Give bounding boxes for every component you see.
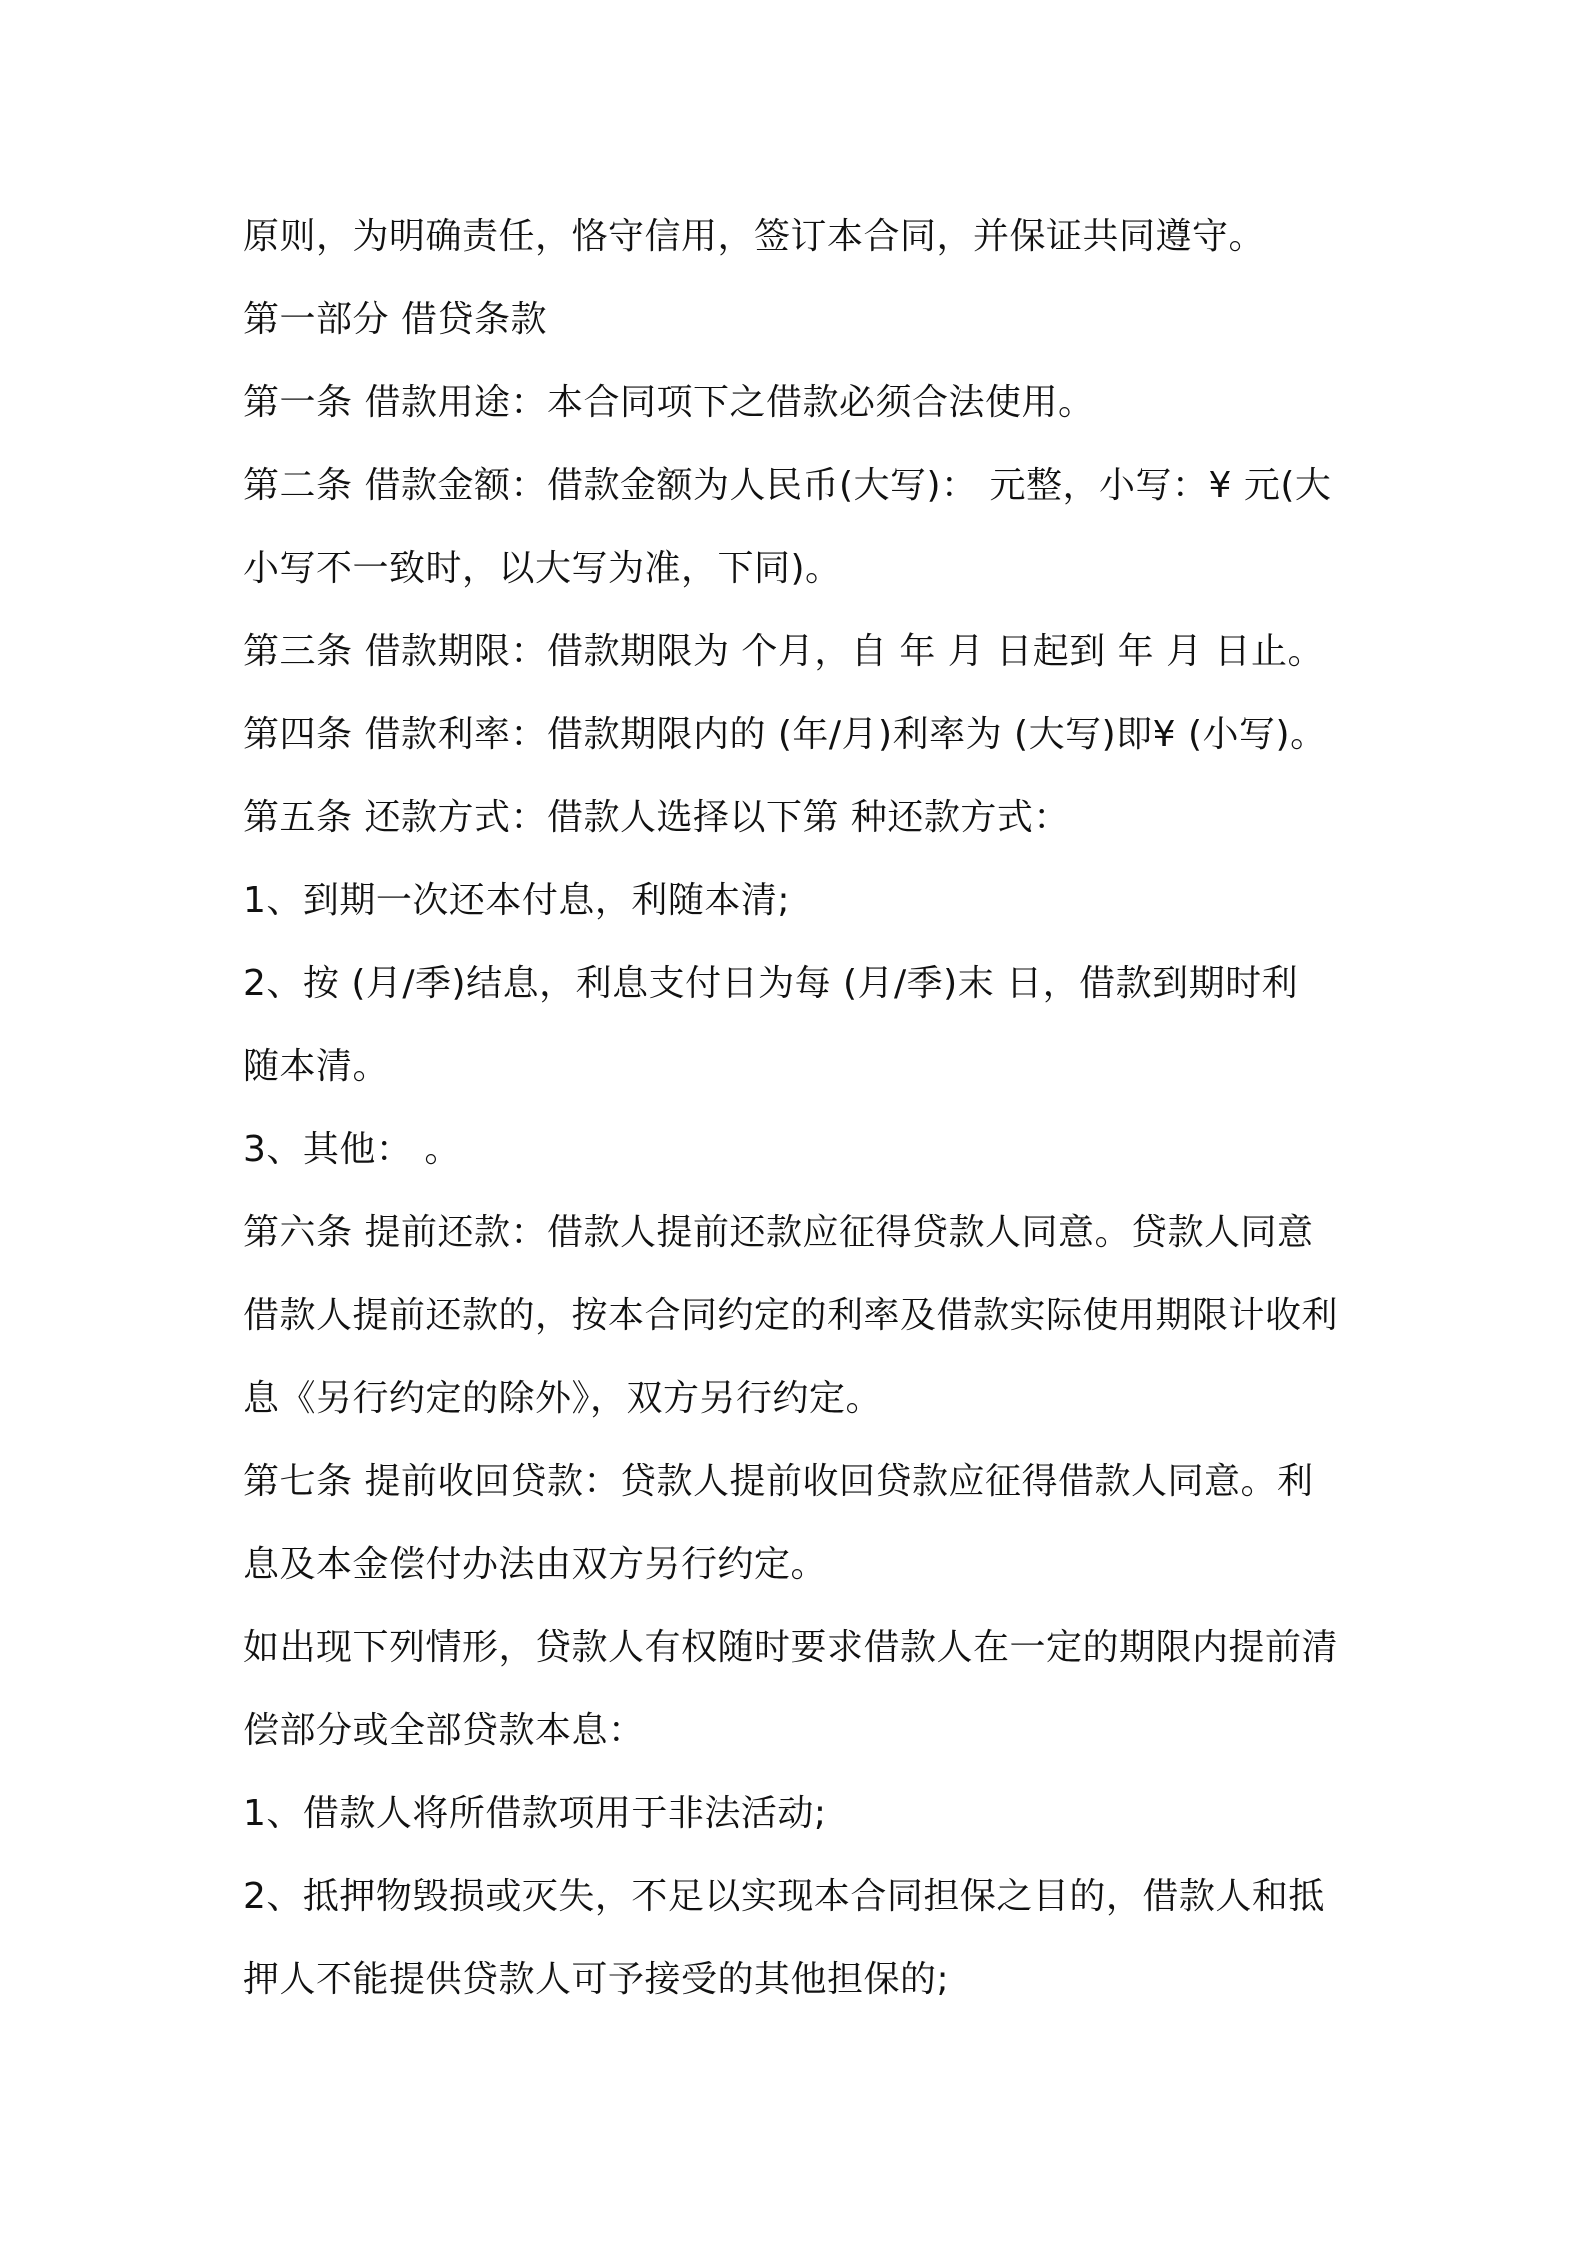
clause-line: 第二条 借款金额：借款金额为人民币(大写)： 元整，小写：¥ 元(大 [243,465,1332,506]
clause-line: 第七条 提前收回贷款：贷款人提前收回贷款应征得借款人同意。利 [243,1461,1314,1502]
text-line: 押人不能提供贷款人可予接受的其他担保的; [243,1959,950,2000]
clause-line: 第五条 还款方式：借款人选择以下第 种还款方式： [243,797,1070,838]
clause-line: 第一条 借款用途：本合同项下之借款必须合法使用。 [243,382,1095,423]
list-item: 1、到期一次还本付息，利随本清; [243,880,791,921]
list-item: 2、抵押物毁损或灭失，不足以实现本合同担保之目的，借款人和抵 [243,1876,1325,1917]
text-line: 小写不一致时，以大写为准，下同)。 [243,548,842,589]
clause-line: 第六条 提前还款：借款人提前还款应征得贷款人同意。贷款人同意 [243,1212,1314,1253]
text-line: 原则，为明确责任，恪守信用，签订本合同，并保证共同遵守。 [243,216,1266,257]
text-line: 随本清。 [243,1046,390,1087]
clause-line: 第三条 借款期限：借款期限为 个月，自 年 月 日起到 年 月 日止。 [243,631,1325,672]
section-heading: 第一部分 借贷条款 [243,299,547,340]
clause-line: 第四条 借款利率：借款期限内的 (年/月)利率为 (大写)即¥ (小写)。 [243,714,1327,755]
text-line: 偿部分或全部贷款本息： [243,1710,645,1751]
document-body [243,195,1363,2021]
text-line: 息及本金偿付办法由双方另行约定。 [243,1544,828,1585]
text-line: 息《另行约定的除外》，双方另行约定。 [243,1378,883,1419]
text-line: 如出现下列情形，贷款人有权随时要求借款人在一定的期限内提前清 [243,1627,1339,1668]
list-item: 2、按 (月/季)结息，利息支付日为每 (月/季)末 日，借款到期时利 [243,963,1299,1004]
text-line: 借款人提前还款的，按本合同约定的利率及借款实际使用期限计收利 [243,1295,1339,1336]
list-item: 3、其他： 。 [243,1129,461,1170]
list-item: 1、借款人将所借款项用于非法活动; [243,1793,827,1834]
